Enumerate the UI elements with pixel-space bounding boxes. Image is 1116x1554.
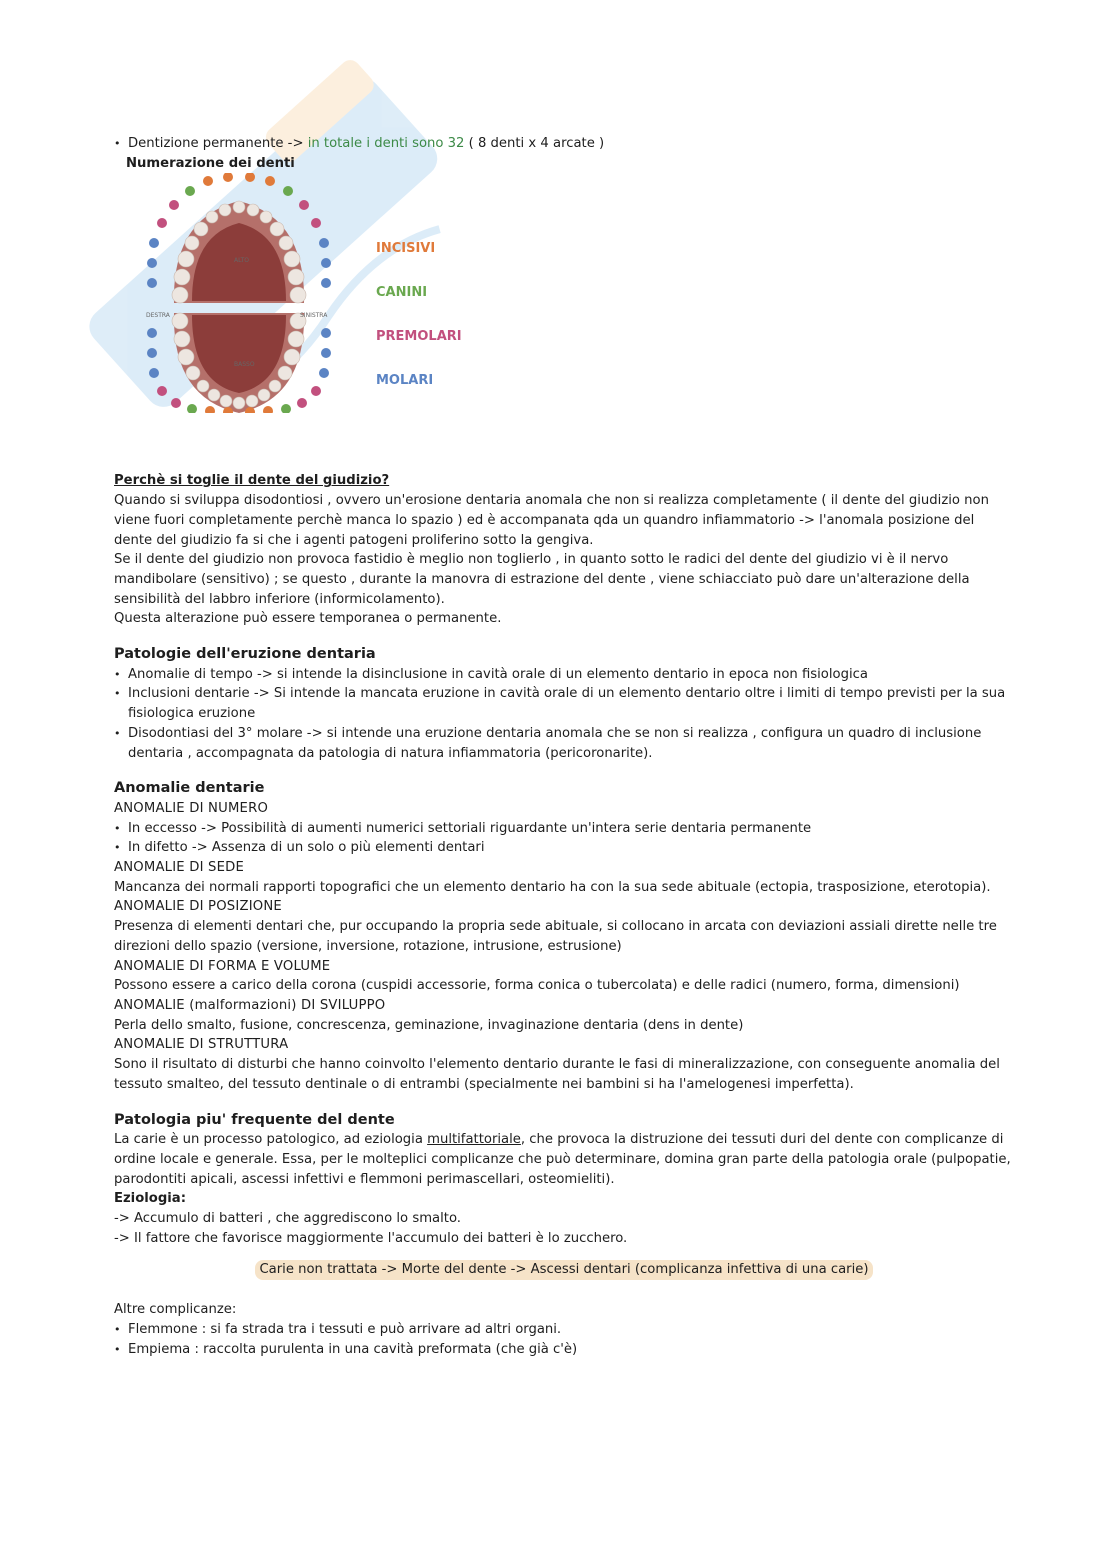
giudizio-title: Perchè si toglie il dente del giudizio? [114, 473, 390, 489]
dentizione-suffix: ( 8 denti x 4 arcate ) [464, 136, 605, 151]
anomalie-forma-title: ANOMALIE DI FORMA E VOLUME [114, 958, 331, 974]
dentizione-bullet [114, 134, 1014, 154]
eruzione-title: Patologie dell'eruzione dentaria [114, 646, 376, 663]
anomalie-struttura-title: ANOMALIE DI STRUTTURA [114, 1037, 289, 1053]
eruzione-item-1: • Anomalie di tempo -> si intende la disinclusione in cavità orale di un elemento dentario in epoca non fisiologica [114, 665, 1014, 685]
eziologia-line-1: -> Accumulo di batteri , che aggrediscono lo smalto. [114, 1211, 461, 1227]
document-body [114, 134, 1014, 1359]
anomalie-numero-item-2: • In difetto -> Assenza di un solo o più elementi dentari [114, 838, 1014, 858]
carie-highlight: Carie non trattata -> Morte del dente -> Ascessi dentari (complicanza infettiva di una carie) [255, 1260, 872, 1280]
eziologia-line-2: -> Il fattore che favorisce maggiormente l'accumulo dei batteri è lo zucchero. [114, 1230, 628, 1246]
eziologia-title: Eziologia: [114, 1191, 186, 1207]
giudizio-paragraph-2: Se il dente del giudizio non provoca fastidio è meglio non toglierlo , in quanto sotto le radici del dente del giudizio vi è il nervo mandibolare (sensitivo) ; se questo , durante la manovra di estrazione del dente , viene schiacciato può dare un'alterazione della sensibilità del labbro inferiore (informicolamento). [114, 552, 970, 607]
carie-underlined-word: multifattoriale [427, 1132, 521, 1148]
anomalie-numero-title: ANOMALIE DI NUMERO [114, 800, 269, 816]
giudizio-paragraph-3: Questa alterazione può essere temporanea o permanente. [114, 611, 502, 627]
legend-premolari: PREMOLARI [376, 329, 462, 345]
highlight-wrapper [114, 1260, 1014, 1280]
anomalie-numero-item-1: • In eccesso -> Possibilità di aumenti numerici settoriali riguardante un'intera serie dentaria permanente [114, 819, 1014, 839]
arch-label-top: ALTO [234, 257, 250, 265]
legend-molari: MOLARI [376, 373, 434, 389]
anomalie-posizione-text: Presenza di elementi dentari che, pur occupando la propria sede abituale, si collocano in arcata con deviazioni assiali dirette nelle tre direzioni dello spazio (versione, inversione, rotazione, intrusione, estrusione) [114, 919, 997, 954]
carie-text-after: , che provoca la distruzione dei tessuti duri del dente con complicanze di ordine locale e generale. Essa, per le molteplici complicanze che può determinare, domina gran parte della patologia orale (pulpopatie, parodontiti apicali, ascessi infettivi e flemmoni perimascellari, osteomieliti). [114, 1132, 1011, 1187]
teeth-numbering-figure [114, 173, 1014, 471]
anomalie-struttura-text: Sono il risultato di disturbi che hanno coinvolto l'elemento dentario durante le fasi di mineralizzazione, con conseguente anomalia del tessuto smalteo, del tessuto dentinale o di entrambi (specialmente nei bambini si ha l'amelogenesi imperfetta). [114, 1057, 1000, 1092]
arch-label-right: SINISTRA [300, 312, 328, 320]
altre-complicanze-title: Altre complicanze: [114, 1302, 237, 1318]
carie-text-before: La carie è un processo patologico, ad eziologia [114, 1132, 428, 1148]
carie-title: Patologia piu' frequente del dente [114, 1111, 395, 1128]
arch-label-left: DESTRA [146, 312, 170, 320]
dentizione-green-text: in totale i denti sono 32 [307, 136, 465, 151]
legend-canini: CANINI [376, 285, 428, 301]
altre-item-1: • Flemmone : si fa strada tra i tessuti e può arrivare ad altri organi. [114, 1320, 1014, 1340]
eruzione-item-2: • Inclusioni dentarie -> Si intende la mancata eruzione in cavità orale di un elemento dentario oltre i limiti di tempo previsti per la sua fisiologica eruzione [114, 684, 1014, 723]
anomalie-posizione-title: ANOMALIE DI POSIZIONE [114, 899, 282, 915]
arch-label-bottom: BASSO [234, 361, 255, 369]
anomalie-sviluppo-text: Perla dello smalto, fusione, concrescenza, geminazione, invaginazione dentaria (dens in dente) [114, 1017, 744, 1033]
anomalie-sviluppo-title: ANOMALIE (malformazioni) DI SVILUPPO [114, 997, 386, 1013]
anomalie-sede-text: Mancanza dei normali rapporti topografici che un elemento dentario ha con la sua sede abituale (ectopia, trasposizione, eterotopia). [114, 879, 991, 895]
anomalie-sede-title: ANOMALIE DI SEDE [114, 860, 245, 876]
altre-item-2: • Empiema : raccolta purulenta in una cavità preformata (che già c'è) [114, 1340, 1014, 1360]
legend-incisivi: INCISIVI [376, 241, 436, 257]
numerazione-subtitle: Numerazione dei denti [126, 155, 295, 171]
anomalie-forma-text: Possono essere a carico della corona (cuspidi accessorie, forma conica o tubercolata) e delle radici (numero, forma, dimensioni) [114, 978, 960, 994]
anomalie-title: Anomalie dentarie [114, 780, 265, 797]
eruzione-item-3: • Disodontiasi del 3° molare -> si intende una eruzione dentaria anomala che se non si realizza , configura un quadro di inclusione dentaria , accompagnata da patologia di natura infiammatoria (pericoronarite). [114, 724, 1014, 763]
dental-arch-illustration [144, 173, 334, 413]
carie-paragraph [114, 1130, 1014, 1189]
giudizio-paragraph-1: Quando si sviluppa disodontiosi , ovvero un'erosione dentaria anomala che non si realizza completamente ( il dente del giudizio non viene fuori completamente perchè manca lo spazio ) ed è accompanata qda un quandro infiammatorio -> l'anomala posizione del dente del giudizio fa si che i agenti patogeni proliferino sotto la gengiva. [114, 493, 989, 548]
dentizione-prefix: Dentizione permanente -> [128, 136, 308, 151]
